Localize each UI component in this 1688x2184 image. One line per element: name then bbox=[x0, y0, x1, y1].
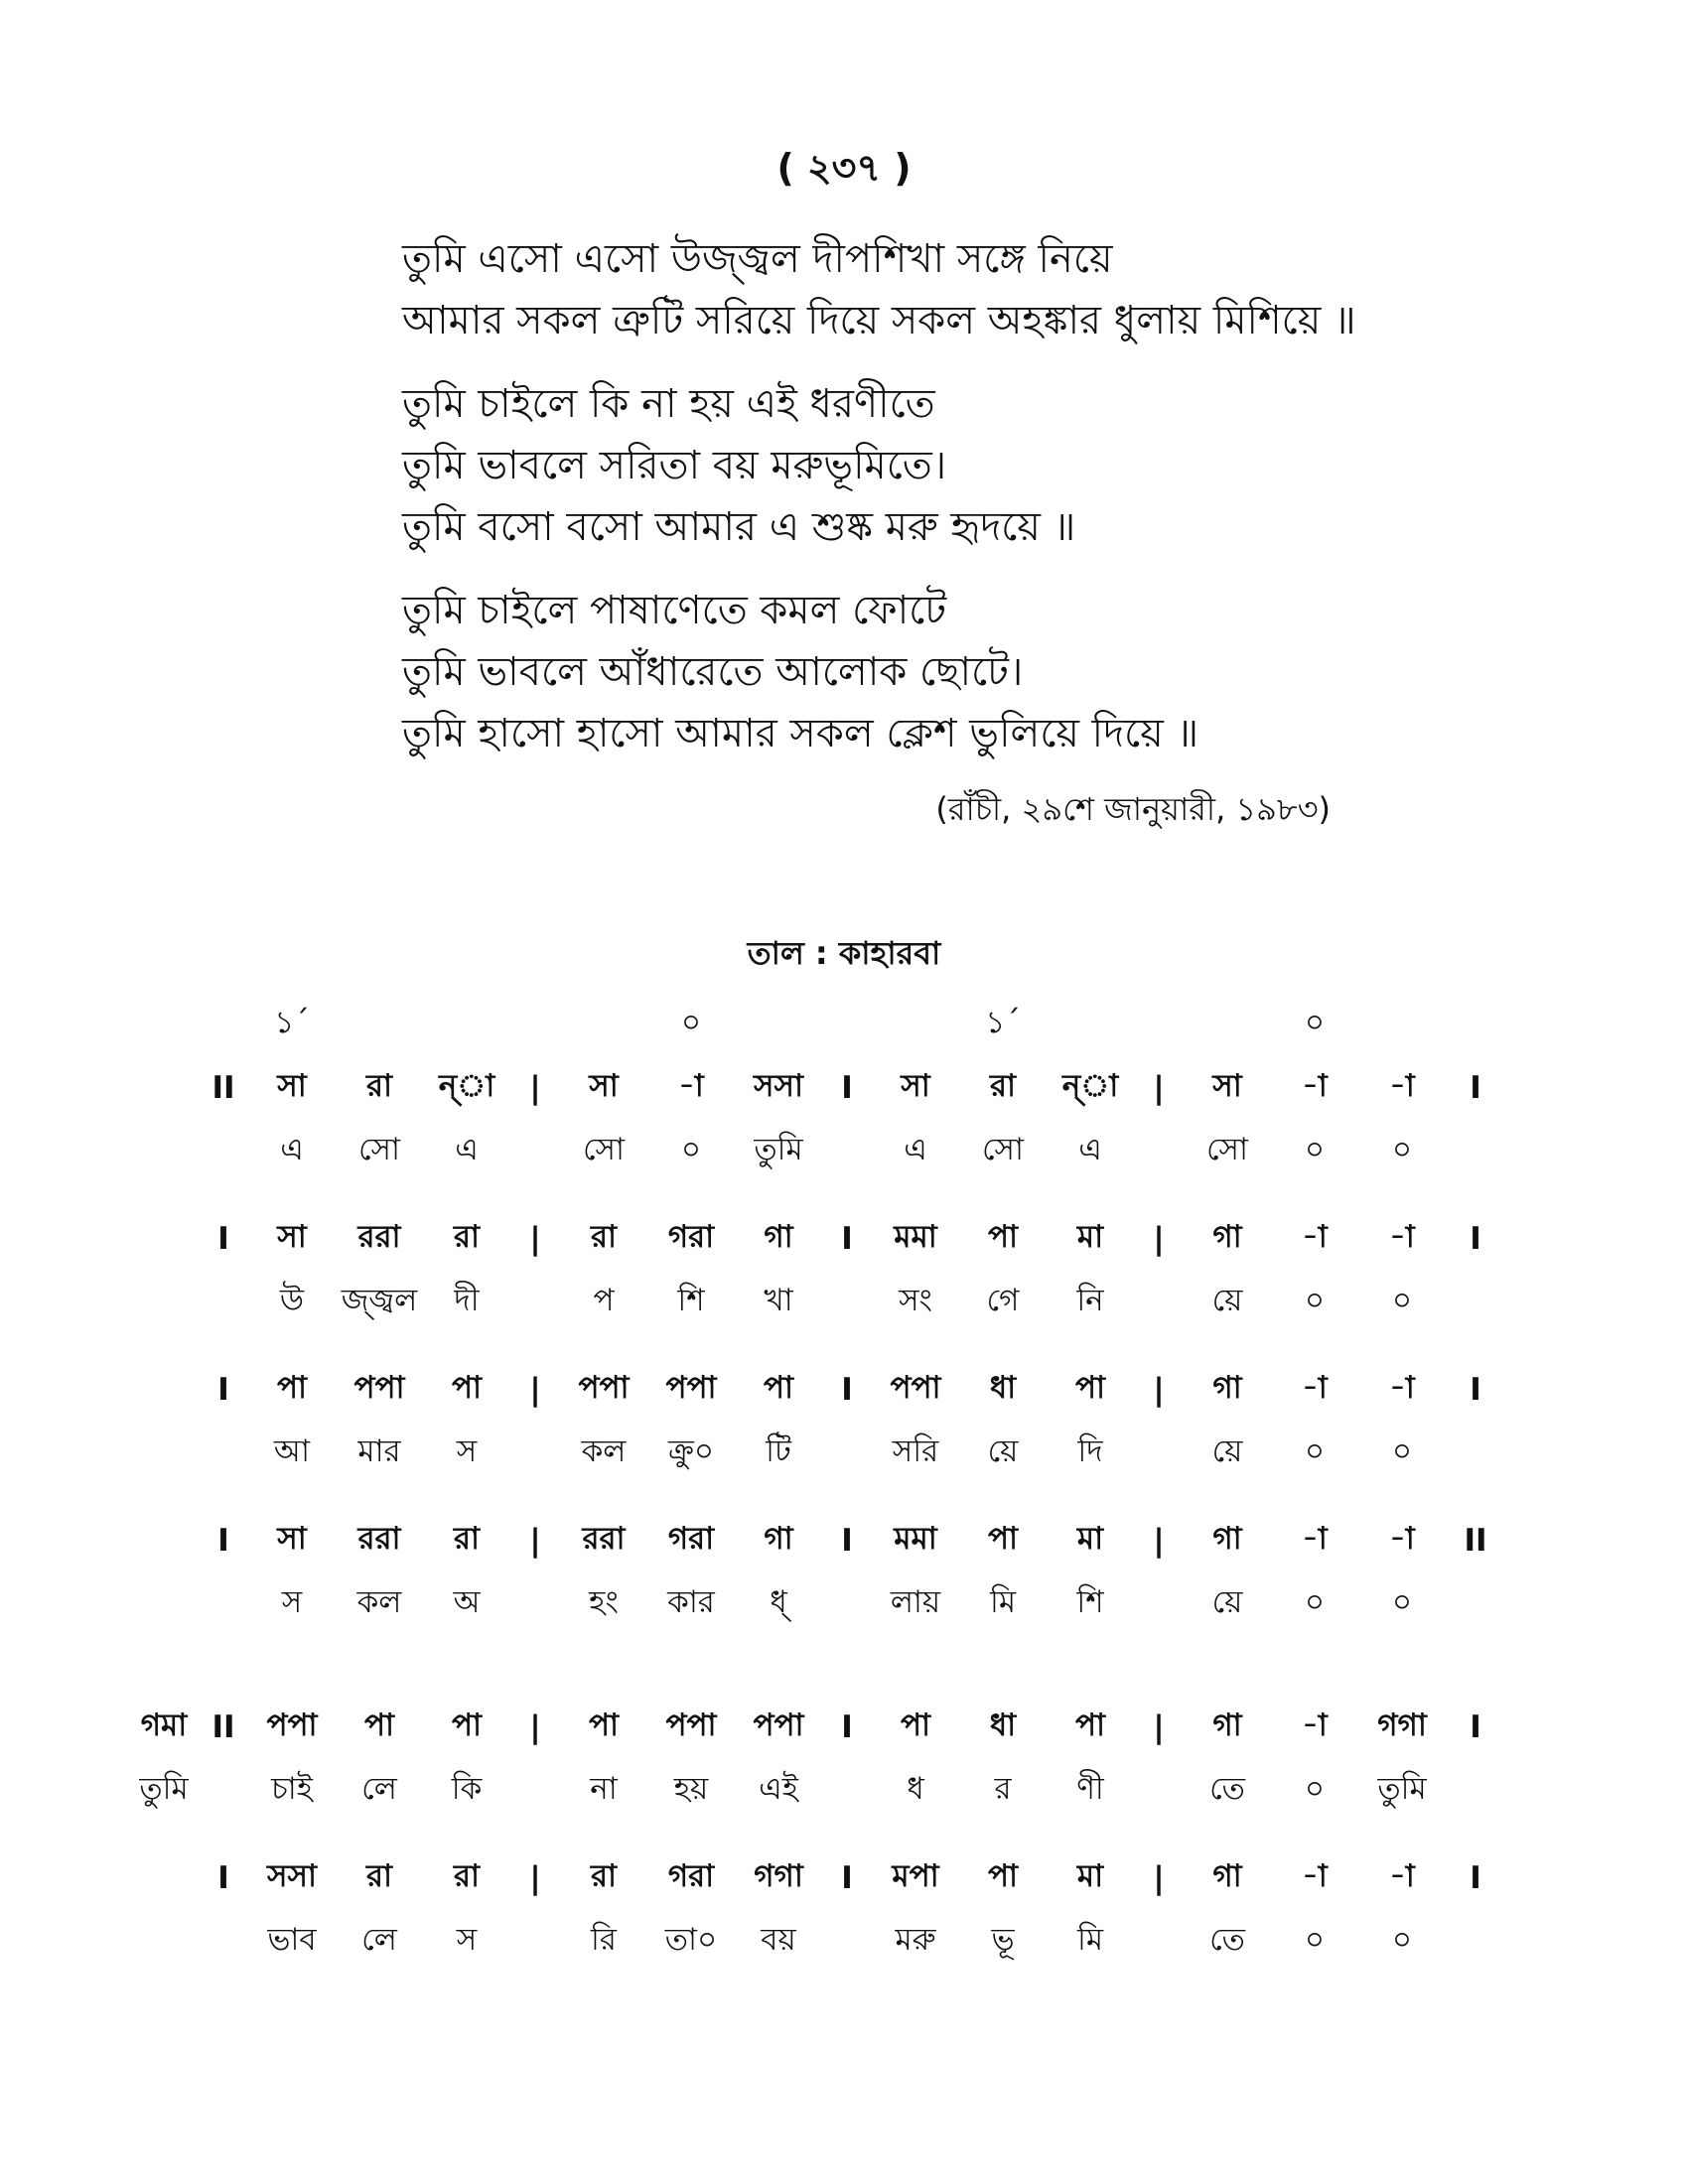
swara-row bbox=[129, 1696, 1549, 1759]
syllable-cell: টি bbox=[766, 1433, 791, 1469]
barline: I bbox=[841, 1221, 853, 1257]
beat-mark: ০ bbox=[680, 1005, 702, 1040]
lyric-line: তুমি চাইলে কি না হয় এই ধরণীতে bbox=[402, 381, 935, 427]
barline: | bbox=[1153, 1070, 1165, 1106]
note-cell: ধা bbox=[989, 1370, 1017, 1406]
syllable-cell: ধ্ bbox=[770, 1584, 787, 1620]
barline: I bbox=[217, 1372, 229, 1408]
syllable-cell: খা bbox=[764, 1283, 793, 1318]
syllable-cell: আ bbox=[273, 1433, 311, 1469]
barline: | bbox=[529, 1372, 541, 1408]
note-cell: -া bbox=[1389, 1068, 1415, 1104]
notation-block bbox=[129, 1207, 1549, 1334]
note-cell: পা bbox=[276, 1370, 308, 1406]
barline: I bbox=[841, 1523, 853, 1559]
barline: | bbox=[529, 1070, 541, 1106]
lyric-line: তুমি বসো বসো আমার এ শুষ্ক মরু হৃদয়ে ॥ bbox=[402, 504, 1076, 550]
note-cell: পা bbox=[900, 1707, 931, 1743]
barline: I bbox=[217, 1523, 229, 1559]
note-cell: গা bbox=[1212, 1858, 1242, 1894]
syllable-cell: লে bbox=[361, 1922, 397, 1958]
syllable-cell: তে bbox=[1209, 1771, 1245, 1807]
syllable-cell: তা০ bbox=[664, 1922, 718, 1958]
syllable-cell: ০ bbox=[1304, 1283, 1326, 1318]
note-cell: -া bbox=[1302, 1068, 1328, 1104]
syllable-cell: গে bbox=[986, 1283, 1020, 1318]
syllable-cell: ০ bbox=[1304, 1433, 1326, 1469]
syllable-cell: সো bbox=[357, 1132, 401, 1167]
syllable-cell: স bbox=[456, 1922, 478, 1958]
swara-row bbox=[129, 1846, 1549, 1910]
note-cell: পা bbox=[987, 1521, 1019, 1557]
syllable-cell: মি bbox=[989, 1584, 1017, 1620]
note-cell: গা bbox=[1212, 1370, 1242, 1406]
syllable-cell: বয় bbox=[761, 1922, 796, 1958]
barline: I bbox=[1470, 1709, 1481, 1745]
note-cell: রা bbox=[453, 1521, 481, 1557]
swara-row bbox=[129, 1358, 1549, 1422]
note-cell: পপা bbox=[665, 1370, 717, 1406]
note-cell: -া bbox=[1389, 1858, 1415, 1894]
note-cell: রা bbox=[989, 1068, 1017, 1104]
syllable-cell: য়ে bbox=[987, 1433, 1019, 1469]
syllable-cell: সো bbox=[1205, 1132, 1249, 1167]
syllable-cell: ০ bbox=[1391, 1132, 1413, 1167]
note-cell: সা bbox=[277, 1219, 307, 1255]
note-cell: গরা bbox=[667, 1858, 715, 1894]
syllable-cell: না bbox=[590, 1771, 618, 1807]
note-cell: গগা bbox=[1377, 1707, 1427, 1743]
syllable-cell: হয় bbox=[673, 1771, 709, 1807]
syllable-cell: এ bbox=[280, 1132, 304, 1167]
syllable-cell: চাই bbox=[271, 1771, 313, 1807]
note-cell: সা bbox=[1212, 1068, 1242, 1104]
note-cell: সা bbox=[277, 1521, 307, 1557]
syllable-cell: সো bbox=[582, 1132, 626, 1167]
note-cell: পপা bbox=[266, 1707, 318, 1743]
syllable-cell: স bbox=[281, 1584, 303, 1620]
syllable-cell: কি bbox=[451, 1771, 483, 1807]
note-cell: পপা bbox=[665, 1707, 717, 1743]
syllable-cell: মার bbox=[357, 1433, 401, 1469]
syllable-cell: র bbox=[994, 1771, 1012, 1807]
note-cell: ররা bbox=[357, 1219, 401, 1255]
note-cell: -া bbox=[1302, 1370, 1328, 1406]
syllable-cell: জ্জ্বল bbox=[341, 1283, 418, 1318]
barline: I bbox=[841, 1709, 853, 1745]
lyric-line: তুমি ভাবলে আঁধারেতে আলোক ছোটে। bbox=[402, 649, 1024, 695]
syllable-cell: লে bbox=[361, 1771, 397, 1807]
note-cell: -া bbox=[1389, 1370, 1415, 1406]
note-cell: রা bbox=[453, 1858, 481, 1894]
lyric-line: তুমি হাসো হাসো আমার সকল ক্লেশ ভুলিয়ে দিয়ে ॥ bbox=[402, 711, 1199, 756]
note-cell: রা bbox=[590, 1858, 618, 1894]
note-cell: মমা bbox=[894, 1521, 937, 1557]
notation-rows bbox=[129, 1056, 1549, 1974]
note-cell: গরা bbox=[667, 1219, 715, 1255]
syllable-cell: ভূ bbox=[991, 1922, 1015, 1958]
note-cell: গা bbox=[1212, 1521, 1242, 1557]
lyrics bbox=[402, 228, 1594, 786]
note-cell: মা bbox=[1076, 1858, 1104, 1894]
syllable-cell: দি bbox=[1077, 1433, 1103, 1469]
lyric-line: তুমি এসো এসো উজ্জ্বল দীপশিখা সঙ্গে নিয়ে bbox=[402, 236, 1113, 282]
note-cell: -া bbox=[1389, 1521, 1415, 1557]
syllable-cell: এ bbox=[904, 1132, 927, 1167]
barline: | bbox=[529, 1523, 541, 1559]
swara-row bbox=[129, 1056, 1549, 1120]
swara-row bbox=[129, 1509, 1549, 1572]
syllable-cell: ভাব bbox=[267, 1922, 317, 1958]
note-cell: গা bbox=[1212, 1219, 1242, 1255]
note-cell: রা bbox=[590, 1219, 618, 1255]
syllable-cell: সো bbox=[981, 1132, 1025, 1167]
syllable-cell: তে bbox=[1209, 1922, 1245, 1958]
barline: I bbox=[217, 1860, 229, 1896]
swara-row bbox=[129, 1207, 1549, 1271]
note-cell: পা bbox=[763, 1370, 794, 1406]
note-cell: মা bbox=[1076, 1219, 1104, 1255]
barline: | bbox=[529, 1709, 541, 1745]
syllable-cell: প bbox=[593, 1283, 615, 1318]
syllable-cell: ধ bbox=[907, 1771, 924, 1807]
stanza-1 bbox=[402, 228, 1594, 351]
note-cell: পপা bbox=[890, 1370, 941, 1406]
syllable-cell: তুমি bbox=[1377, 1771, 1427, 1807]
beat-mark: ০ bbox=[1304, 1005, 1326, 1040]
syllable-cell: ক্রু০ bbox=[667, 1433, 715, 1469]
page-number: ( ২৩৭ ) bbox=[776, 146, 912, 190]
syllable-cell: ০ bbox=[1391, 1922, 1413, 1958]
note-cell: গা bbox=[1212, 1707, 1242, 1743]
barline: I bbox=[841, 1372, 853, 1408]
lyric-syllable-row bbox=[129, 1120, 1549, 1183]
syllable-cell: শি bbox=[677, 1283, 705, 1318]
syllable-cell: য়ে bbox=[1211, 1584, 1243, 1620]
barline: | bbox=[1153, 1221, 1165, 1257]
barline: I bbox=[1470, 1860, 1481, 1896]
lyric-syllable-row bbox=[129, 1271, 1549, 1334]
syllable-cell: সং bbox=[899, 1283, 932, 1318]
note-cell: পা bbox=[363, 1707, 395, 1743]
syllable-cell: ০ bbox=[1391, 1584, 1413, 1620]
barline: I bbox=[217, 1221, 229, 1257]
lead-cell: গমা bbox=[140, 1707, 188, 1743]
syllable-cell: মি bbox=[1076, 1922, 1104, 1958]
note-cell: পা bbox=[987, 1219, 1019, 1255]
lyric-syllable-row bbox=[129, 1910, 1549, 1974]
syllable-cell: তুমি bbox=[754, 1132, 803, 1167]
beat-marks-row bbox=[129, 993, 1549, 1056]
lyric-syllable-row bbox=[129, 1572, 1549, 1636]
taal-heading: তাল : কাহারবা bbox=[747, 934, 941, 972]
syllable-cell: কার bbox=[667, 1584, 715, 1620]
syllable-cell: কল bbox=[356, 1584, 402, 1620]
syllable-cell: ০ bbox=[1391, 1433, 1413, 1469]
note-cell: ন্‌া bbox=[438, 1068, 495, 1104]
note-cell: -া bbox=[1302, 1219, 1328, 1255]
barline: | bbox=[1153, 1523, 1165, 1559]
note-cell: সসা bbox=[267, 1858, 317, 1894]
syllable-cell: ০ bbox=[1304, 1584, 1326, 1620]
syllable-cell: হং bbox=[589, 1584, 619, 1620]
note-cell: পপা bbox=[353, 1370, 405, 1406]
barline: | bbox=[1153, 1372, 1165, 1408]
syllable-cell: রি bbox=[591, 1922, 617, 1958]
barline: I bbox=[841, 1860, 853, 1896]
syllable-cell: ০ bbox=[1391, 1283, 1413, 1318]
barline: II bbox=[211, 1709, 235, 1745]
note-cell: -া bbox=[1389, 1219, 1415, 1255]
notation-block bbox=[129, 1509, 1549, 1636]
note-cell: ররা bbox=[357, 1521, 401, 1557]
note-cell: পা bbox=[588, 1707, 620, 1743]
syllable-cell: ০ bbox=[680, 1132, 702, 1167]
note-cell: গা bbox=[764, 1219, 793, 1255]
syllable-cell: স bbox=[456, 1433, 478, 1469]
syllable-cell: ০ bbox=[1304, 1132, 1326, 1167]
lyric-syllable-row bbox=[129, 1422, 1549, 1485]
syllable-cell: অ bbox=[453, 1584, 481, 1620]
syllable-cell: ০ bbox=[1304, 1771, 1326, 1807]
note-cell: রা bbox=[453, 1219, 481, 1255]
syllable-cell: ০ bbox=[1304, 1922, 1326, 1958]
stanza-3 bbox=[402, 580, 1594, 764]
note-cell: পপা bbox=[753, 1707, 804, 1743]
note-cell: সা bbox=[589, 1068, 619, 1104]
syllable-cell: এ bbox=[1078, 1132, 1102, 1167]
note-cell: সা bbox=[901, 1068, 930, 1104]
barline: | bbox=[1153, 1860, 1165, 1896]
barline: II bbox=[1464, 1523, 1487, 1559]
note-cell: -া bbox=[1302, 1858, 1328, 1894]
barline: I bbox=[1470, 1221, 1481, 1257]
note-cell: পা bbox=[1074, 1370, 1106, 1406]
dateline: (রাঁচী, ২৯শে জানুয়ারী, ১৯৮৩) bbox=[935, 790, 1331, 828]
lyric-line: তুমি ভাবলে সরিতা বয় মরুভূমিতে। bbox=[402, 443, 947, 488]
lyric-line: তুমি চাইলে পাষাণেতে কমল ফোটে bbox=[402, 588, 947, 633]
syllable-cell: এই bbox=[759, 1771, 798, 1807]
note-cell: রা bbox=[365, 1858, 393, 1894]
notation-block bbox=[129, 1846, 1549, 1974]
note-cell: পা bbox=[451, 1707, 483, 1743]
note-cell: সসা bbox=[754, 1068, 803, 1104]
syllable-cell: ণী bbox=[1076, 1771, 1104, 1807]
lyric-line: আমার সকল ত্রুটি সরিয়ে দিয়ে সকল অহঙ্কার ধুলায় মিশিয়ে ॥ bbox=[402, 298, 1356, 343]
note-cell: পপা bbox=[578, 1370, 630, 1406]
note-cell: গা bbox=[764, 1521, 793, 1557]
barline: | bbox=[529, 1221, 541, 1257]
syllable-cell: য়ে bbox=[1211, 1283, 1243, 1318]
notation-block bbox=[129, 1696, 1549, 1823]
barline: II bbox=[211, 1070, 235, 1106]
note-cell: গগা bbox=[754, 1858, 803, 1894]
note-cell: রা bbox=[365, 1068, 393, 1104]
syllable-cell: নি bbox=[1076, 1283, 1104, 1318]
barline: I bbox=[1470, 1070, 1481, 1106]
notation-block bbox=[129, 1056, 1549, 1183]
note-cell: মপা bbox=[892, 1858, 939, 1894]
notation-block bbox=[129, 1358, 1549, 1485]
syllable-cell: সরি bbox=[892, 1433, 939, 1469]
lyric-syllable-row bbox=[129, 1759, 1549, 1823]
note-cell: ধা bbox=[989, 1707, 1017, 1743]
barline: | bbox=[529, 1860, 541, 1896]
note-cell: পা bbox=[987, 1858, 1019, 1894]
note-cell: -া bbox=[1302, 1521, 1328, 1557]
note-cell: গরা bbox=[667, 1521, 715, 1557]
syllable-cell: উ bbox=[279, 1283, 305, 1318]
syllable-cell: শি bbox=[1076, 1584, 1104, 1620]
syllable-cell: মরু bbox=[895, 1922, 936, 1958]
beat-mark: ১´ bbox=[985, 1005, 1021, 1040]
note-cell: মা bbox=[1076, 1521, 1104, 1557]
syllable-cell: কল bbox=[581, 1433, 627, 1469]
notation-table bbox=[129, 993, 1549, 1997]
syllable-cell: লায় bbox=[890, 1584, 941, 1620]
stanza-2 bbox=[402, 373, 1594, 558]
note-cell: পা bbox=[1074, 1707, 1106, 1743]
note-cell: মমা bbox=[894, 1219, 937, 1255]
note-cell: ন্‌া bbox=[1061, 1068, 1119, 1104]
syllable-cell: দী bbox=[454, 1283, 480, 1318]
barline: I bbox=[841, 1070, 853, 1106]
lead-cell: তুমি bbox=[139, 1771, 189, 1807]
note-cell: পা bbox=[451, 1370, 483, 1406]
barline: I bbox=[1470, 1372, 1481, 1408]
note-cell: ররা bbox=[582, 1521, 626, 1557]
syllable-cell: য়ে bbox=[1211, 1433, 1243, 1469]
barline: | bbox=[1153, 1709, 1165, 1745]
note-cell: সা bbox=[277, 1068, 307, 1104]
beat-mark: ১´ bbox=[274, 1005, 310, 1040]
note-cell: -া bbox=[678, 1068, 704, 1104]
syllable-cell: এ bbox=[455, 1132, 479, 1167]
note-cell: -া bbox=[1302, 1707, 1328, 1743]
